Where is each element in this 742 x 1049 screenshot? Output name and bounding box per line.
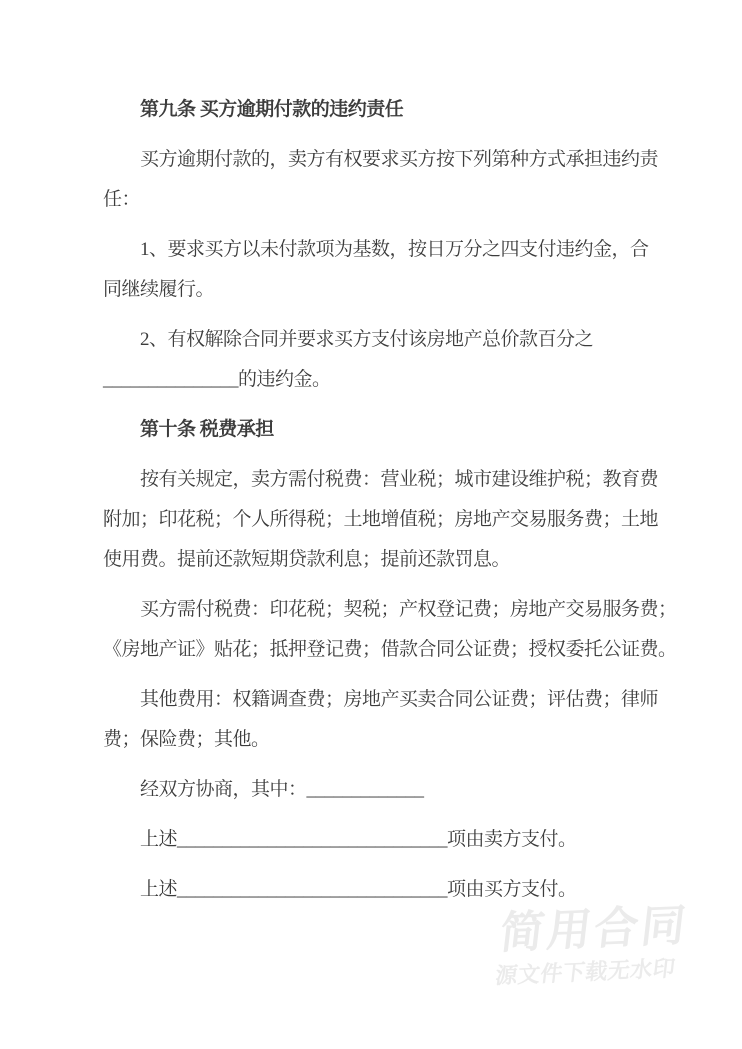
article-10-heading: 第十条 税费承担 — [140, 419, 274, 440]
article-9-intro — [103, 140, 659, 220]
paragraph-line: 其他费用：权籍调查费；房地产买卖合同公证费；评估费；律师 — [140, 689, 659, 710]
paragraph-line: 2、有权解除合同并要求买方支付该房地产总价款百分之 — [140, 329, 594, 350]
article-10-other-fees — [103, 680, 659, 760]
paragraph-line: 使用费。提前还款短期贷款利息；提前还款罚息。 — [103, 549, 511, 570]
paragraph-line: 买方需付税费：印花税；契税；产权登记费；房地产交易服务费； — [140, 599, 677, 620]
paragraph-line-with-blank: 上述______________________________项由卖方支付。 — [140, 829, 577, 850]
watermark-title: 简用合同 — [497, 900, 691, 959]
paragraph-line-with-blank: _______________的违约金。 — [103, 369, 331, 390]
article-10-seller-pay — [103, 820, 655, 860]
article-10-negotiation — [103, 770, 655, 810]
paragraph-line: 同继续履行。 — [103, 279, 215, 300]
paragraph-line: 按有关规定，卖方需付税费：营业税；城市建设维护税；教育费 — [140, 469, 659, 490]
paragraph-line: 1、要求买方以未付款项为基数，按日万分之四支付违约金，合 — [140, 239, 649, 260]
paragraph-line: 附加；印花税；个人所得税；土地增值税；房地产交易服务费；土地 — [103, 509, 659, 530]
article-9-item-2 — [103, 320, 655, 400]
article-10-buyer-pay — [103, 870, 655, 910]
article-10-seller-taxes — [103, 460, 659, 580]
watermark-subtitle: 源文件下载无水印 — [494, 955, 677, 989]
paragraph-line: 买方逾期付款的，卖方有权要求买方按下列第种方式承担违约责 — [140, 149, 659, 170]
article-9-heading: 第九条 买方逾期付款的违约责任 — [140, 99, 404, 120]
paragraph-line: 《房地产证》贴花；抵押登记费；借款合同公证费；授权委托公证费。 — [103, 639, 677, 660]
article-9-item-1 — [103, 230, 655, 310]
article-10-buyer-taxes — [103, 590, 677, 670]
paragraph-line: 任： — [103, 189, 141, 210]
document-body — [103, 90, 677, 920]
paragraph-line-with-blank: 上述______________________________项由买方支付。 — [140, 879, 577, 900]
paragraph-line-with-blank: 经双方协商，其中：_____________ — [140, 779, 424, 800]
paragraph-line: 费；保险费；其他。 — [103, 729, 270, 750]
